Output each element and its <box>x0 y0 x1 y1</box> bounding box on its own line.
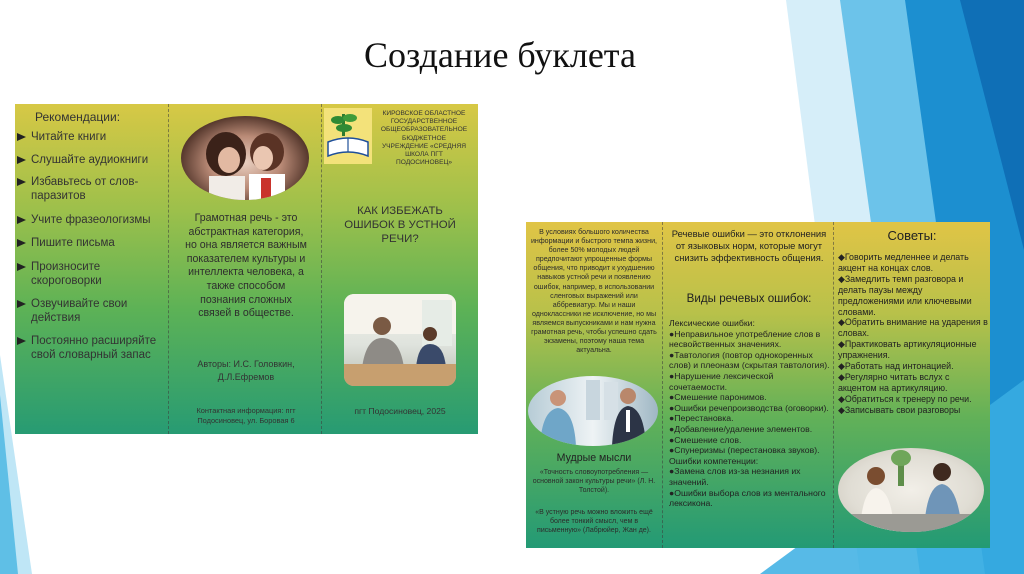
school-name: КИРОВСКОЕ ОБЛАСТНОЕ ГОСУДАРСТВЕННОЕ ОБЩЕОБРАЗОВАТЕЛЬНОЕ БЮДЖЕТНОЕ УЧРЕЖДЕНИЕ «СРЕДНЯЯ ШКОЛА ПГТ ПОДОСИНОВЕЦ» <box>380 110 468 167</box>
error-item: ●Неправильное употребление слов в несвойственных значениях. <box>669 328 821 350</box>
quote-tolstoy: «Точность словоупотребления — основной закон культуры речи» (Л. Н. Толстой). <box>532 469 656 494</box>
photo-two-girls <box>181 116 309 200</box>
intro-column <box>526 222 662 548</box>
photo-two-men <box>528 376 658 446</box>
errors-column <box>663 222 833 548</box>
tip-item: ◆Обратиться к тренеру по речи. <box>838 393 972 404</box>
error-item: ●Перестановка. <box>669 413 734 424</box>
error-item: ●Тавтология (повтор однокоренных слов) и плеоназм (скрытая тавтология). <box>669 349 830 371</box>
cover-column <box>322 104 478 434</box>
contact-info: Контактная информация: пгт Подосиновец, ул. Боровая 6 <box>196 406 296 425</box>
tip-item: ◆Записывать свои разговоры <box>838 404 961 415</box>
tip-item: ◆Работать над интонацией. <box>838 361 954 372</box>
error-item: ●Замена слов из-за незнания их значений. <box>669 466 801 487</box>
lexical-errors-label: Лексические ошибки: <box>669 318 755 328</box>
authors <box>179 358 313 384</box>
definition-text: Речевые ошибки — это отклонения от языковых норм, которые могут снизить эффективность общения. <box>671 228 827 263</box>
cover-title: КАК ИЗБЕЖАТЬ ОШИБОК В УСТНОЙ РЕЧИ? <box>344 205 456 245</box>
error-item: Ошибки компетенции: <box>669 455 759 466</box>
photo-conversation <box>838 448 984 532</box>
quote-labruyere: «В устную речь можно вложить ещё более тонкий смысл, чем в письменную» (Лабрюйер, Жан де). <box>535 509 653 534</box>
slide-title: Создание буклета <box>364 35 636 75</box>
error-list <box>669 318 831 509</box>
photo-interview <box>344 294 456 386</box>
tips-column <box>834 222 990 548</box>
tip-item: ◆Регулярно читать вслух с акцентом на артикуляцию. <box>838 371 950 393</box>
error-item: ●Нарушение лексической сочетаемости. <box>669 370 774 392</box>
recommendation-item: Избавьтесь от слов-паразитов <box>15 175 168 203</box>
conversation-illustration <box>838 448 984 532</box>
error-item: ●Ошибки выбора слов из ментального лексикона. <box>669 487 826 509</box>
wise-thoughts-title: Мудрые мысли <box>556 452 632 464</box>
statement-column <box>169 104 321 434</box>
tips-list <box>838 252 988 416</box>
error-item: ●Смешение паронимов. <box>669 392 767 403</box>
recommendations-title: Рекомендации: <box>35 110 121 124</box>
place-year: пгт Подосиновец, 2025 <box>354 406 446 416</box>
booklet-inside <box>526 222 990 548</box>
statement-text: Грамотная речь - это абстрактная категория, но она является важным показателем культуры и интеллекта человека, а также способом познания сложных связей в обществе. <box>185 212 307 320</box>
tips-title: Советы: <box>887 228 937 243</box>
recommendations-column <box>15 104 168 434</box>
tip-item: ◆Практиковать артикуляционные упражнения. <box>838 339 977 361</box>
book-tree-icon <box>324 108 372 164</box>
authors-line-1: Авторы: И.С. Головкин, <box>197 359 295 369</box>
recommendation-item: Постоянно расширяйте свой словарный запас <box>15 334 168 362</box>
recommendation-item: Озвучивайте свои действия <box>15 297 168 325</box>
recommendation-item: Учите фразеологизмы <box>15 213 168 227</box>
booklet-outside <box>15 104 478 434</box>
tip-item: ◆Замедлить темп разговора и делать паузы между предложениями или ключевыми словами. <box>838 273 972 317</box>
authors-line-2: Д.Л.Ефремов <box>217 372 275 382</box>
two-men-illustration <box>528 376 658 446</box>
tip-item: ◆Обратить внимание на ударения в словах. <box>838 317 988 339</box>
recommendations-list <box>15 130 168 362</box>
error-item: ●Смешение слов. <box>669 434 742 445</box>
intro-text: В условиях большого количества информации и быстрого темпа жизни, более 50% молодых людей предпочитают упрощенные формы общения, что приводит к ухудшению навыков устной речи и появлению ошибок, например, в использовании сленговых выражений или аббревиатур. Мы и наши одноклассники не исключение, но мы являемся выпускниками и нам нужна грамотная речь, чтобы успешно сдать экзамены, поэтому наша тема актуальна. <box>530 228 658 355</box>
tip-item: ◆Говорить медленнее и делать акцент на концах слов. <box>838 252 969 273</box>
school-emblem <box>324 108 372 164</box>
recommendation-item: Читайте книги <box>15 130 168 144</box>
error-types-title: Виды речевых ошибок: <box>686 292 812 305</box>
two-girls-illustration <box>181 116 309 200</box>
recommendation-item: Пишите письма <box>15 236 168 250</box>
recommendation-item: Произносите скороговорки <box>15 260 168 288</box>
recommendation-item: Слушайте аудиокниги <box>15 153 168 167</box>
interview-illustration <box>344 294 456 386</box>
error-item: ●Добавление/удаление элементов. <box>669 423 813 434</box>
error-item: ●Спунеризмы (перестановка звуков). <box>669 445 820 456</box>
error-item: ●Ошибки речепроизводства (оговорки). <box>669 402 829 413</box>
